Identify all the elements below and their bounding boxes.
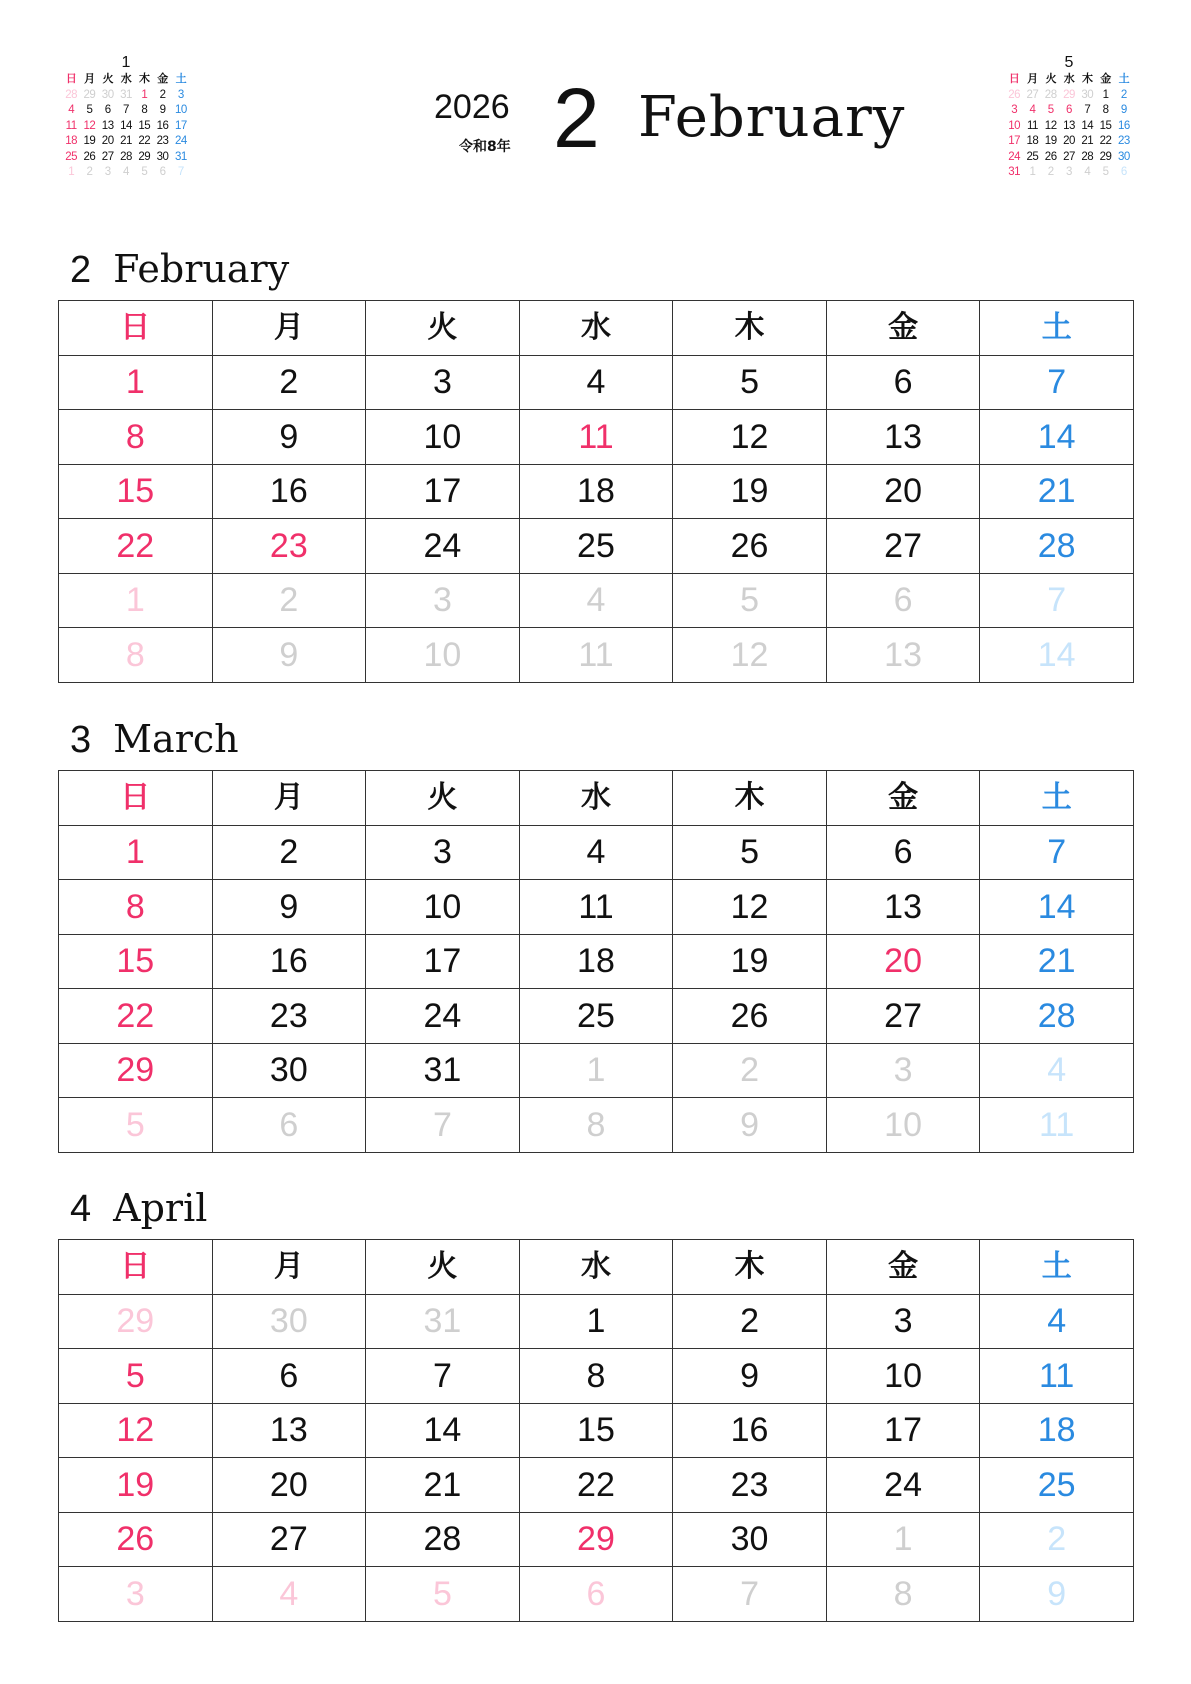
day-cell: 15 — [138, 119, 151, 132]
day-cell: 7 — [366, 1098, 520, 1153]
day-cell: 25 — [65, 150, 78, 163]
day-cell: 26 — [1044, 150, 1057, 163]
day-cell: 5 — [1102, 166, 1109, 178]
day-cell: 10 — [826, 1098, 980, 1153]
day-cell: 6 — [519, 1567, 673, 1622]
day-cell: 9 — [159, 104, 166, 116]
week-row — [59, 825, 1134, 880]
day-cell: 18 — [1026, 135, 1039, 147]
day-cell: 4 — [980, 1043, 1134, 1098]
day-cell: 4 — [123, 166, 129, 178]
day-cell: 23 — [156, 135, 169, 147]
day-cell: 21 — [1081, 135, 1094, 147]
day-cell: 5 — [59, 1098, 213, 1153]
day-cell: 1 — [59, 355, 213, 410]
weekday-label: 木 — [1082, 73, 1093, 85]
month-number: 4 — [70, 1188, 92, 1230]
weekday-label: 水 — [1063, 73, 1075, 85]
day-cell: 2 — [212, 825, 366, 880]
day-cell: 19 — [673, 464, 827, 519]
header-month-number: 2 — [553, 71, 600, 165]
week-row — [59, 519, 1134, 574]
weekday-label: 金 — [826, 771, 980, 826]
day-cell: 4 — [212, 1567, 366, 1622]
day-cell: 6 — [212, 1349, 366, 1404]
day-cell: 28 — [120, 150, 132, 163]
day-cell: 8 — [826, 1567, 980, 1622]
month-title — [58, 238, 1134, 300]
month-section-february — [58, 238, 1134, 683]
month-name: April — [113, 1186, 208, 1230]
day-cell: 3 — [826, 1294, 980, 1349]
day-cell: 30 — [101, 88, 114, 101]
month-grid — [58, 300, 1134, 683]
day-cell: 3 — [104, 166, 111, 178]
day-cell: 17 — [366, 464, 520, 519]
weekday-label: 火 — [366, 1240, 520, 1295]
day-cell: 1 — [68, 166, 75, 178]
day-cell: 29 — [1063, 88, 1075, 101]
week-row — [59, 1512, 1134, 1567]
day-cell: 4 — [519, 573, 673, 628]
day-cell: 30 — [156, 150, 169, 163]
day-cell: 10 — [1008, 119, 1021, 132]
day-cell: 11 — [65, 119, 77, 132]
day-cell: 9 — [212, 410, 366, 465]
day-cell: 10 — [366, 628, 520, 683]
header-era: 令和8年 — [459, 139, 511, 155]
day-cell: 9 — [212, 628, 366, 683]
day-cell: 4 — [519, 825, 673, 880]
month-name: February — [113, 247, 290, 291]
day-cell: 17 — [826, 1403, 980, 1458]
weekday-label: 日 — [65, 73, 77, 85]
day-cell: 28 — [1081, 150, 1094, 163]
day-cell: 16 — [1117, 119, 1130, 132]
day-cell: 20 — [826, 464, 980, 519]
week-row — [59, 934, 1134, 989]
weekday-label: 木 — [673, 1240, 827, 1295]
weekday-label: 日 — [1008, 73, 1020, 85]
day-cell: 22 — [1099, 135, 1112, 147]
day-cell: 4 — [1029, 104, 1036, 116]
day-cell: 10 — [826, 1349, 980, 1404]
day-cell: 20 — [212, 1458, 366, 1513]
day-cell: 23 — [673, 1458, 827, 1513]
weekday-header-row — [59, 1240, 1134, 1295]
weekday-label: 土 — [1118, 73, 1130, 85]
day-cell: 21 — [980, 464, 1134, 519]
day-cell: 6 — [1066, 104, 1072, 116]
day-cell: 13 — [212, 1403, 366, 1458]
day-cell: 7 — [673, 1567, 827, 1622]
day-cell: 12 — [59, 1403, 213, 1458]
weekday-header-row — [59, 771, 1134, 826]
day-cell: 22 — [59, 519, 213, 574]
day-cell: 5 — [86, 104, 93, 116]
day-cell: 27 — [826, 989, 980, 1044]
day-cell: 24 — [366, 989, 520, 1044]
day-cell: 25 — [519, 519, 673, 574]
day-cell: 11 — [519, 628, 673, 683]
day-cell: 10 — [174, 104, 187, 116]
day-cell: 8 — [59, 880, 213, 935]
day-cell: 31 — [120, 88, 132, 101]
day-cell: 7 — [980, 355, 1134, 410]
day-cell: 19 — [83, 135, 96, 147]
day-cell: 14 — [980, 880, 1134, 935]
day-cell: 3 — [59, 1567, 213, 1622]
day-cell: 6 — [1120, 166, 1127, 178]
day-cell: 14 — [980, 628, 1134, 683]
day-cell: 12 — [673, 880, 827, 935]
day-cell: 3 — [1011, 104, 1018, 116]
weekday-label: 月 — [84, 73, 95, 85]
day-cell: 14 — [1081, 119, 1094, 132]
month-number: 3 — [70, 719, 92, 761]
day-cell: 3 — [1066, 166, 1072, 178]
weekday-label: 日 — [59, 1240, 213, 1295]
day-cell: 1 — [59, 573, 213, 628]
day-cell: 6 — [212, 1098, 366, 1153]
week-row — [59, 355, 1134, 410]
weekday-label: 月 — [212, 771, 366, 826]
week-row — [59, 410, 1134, 465]
weekday-label: 金 — [1100, 73, 1111, 85]
weekday-label: 土 — [175, 73, 187, 85]
day-cell: 1 — [1102, 88, 1109, 101]
day-cell: 24 — [1008, 150, 1021, 163]
day-cell: 29 — [83, 88, 96, 101]
day-cell: 3 — [826, 1043, 980, 1098]
day-cell: 8 — [59, 410, 213, 465]
week-row — [59, 880, 1134, 935]
day-cell: 15 — [1099, 119, 1112, 132]
day-cell: 18 — [65, 135, 78, 147]
weekday-label: 月 — [212, 1240, 366, 1295]
week-row — [59, 1294, 1134, 1349]
day-cell: 30 — [212, 1294, 366, 1349]
day-cell: 14 — [366, 1403, 520, 1458]
day-cell: 30 — [673, 1512, 827, 1567]
day-cell: 30 — [1117, 150, 1130, 163]
day-cell: 13 — [1063, 119, 1075, 132]
day-cell: 29 — [59, 1294, 213, 1349]
day-cell: 21 — [120, 135, 132, 147]
week-row — [59, 989, 1134, 1044]
month-grid — [58, 770, 1134, 1153]
day-cell: 21 — [366, 1458, 520, 1513]
weekday-label: 土 — [980, 301, 1134, 356]
mini-calendar-title: 5 — [1064, 54, 1074, 71]
day-cell: 1 — [519, 1043, 673, 1098]
day-cell: 23 — [212, 989, 366, 1044]
day-cell: 28 — [65, 88, 78, 101]
weekday-label: 金 — [157, 73, 168, 85]
week-row — [59, 1043, 1134, 1098]
day-cell: 15 — [519, 1403, 673, 1458]
weekday-label: 水 — [519, 771, 673, 826]
day-cell: 28 — [1044, 88, 1057, 101]
day-cell: 3 — [366, 825, 520, 880]
weekday-label: 火 — [102, 73, 113, 85]
day-cell: 31 — [174, 150, 187, 163]
day-cell: 18 — [519, 464, 673, 519]
weekday-label: 水 — [519, 301, 673, 356]
day-cell: 26 — [83, 150, 96, 163]
day-cell: 6 — [826, 825, 980, 880]
week-row — [59, 628, 1134, 683]
day-cell: 27 — [826, 519, 980, 574]
week-row — [59, 1349, 1134, 1404]
week-row — [59, 1403, 1134, 1458]
day-cell: 6 — [104, 104, 111, 116]
day-cell: 8 — [141, 104, 148, 116]
day-cell: 7 — [177, 166, 184, 178]
month-number: 2 — [70, 249, 92, 291]
weekday-label: 水 — [120, 73, 132, 85]
day-cell: 11 — [519, 880, 673, 935]
day-cell: 10 — [366, 880, 520, 935]
day-cell: 11 — [980, 1349, 1134, 1404]
day-cell: 13 — [826, 628, 980, 683]
month-title — [58, 708, 1134, 770]
day-cell: 8 — [59, 628, 213, 683]
day-cell: 15 — [59, 464, 213, 519]
weekday-label: 土 — [980, 1240, 1134, 1295]
day-cell: 5 — [141, 166, 148, 178]
day-cell: 5 — [1047, 104, 1054, 116]
weekday-header-row — [59, 301, 1134, 356]
day-cell: 7 — [980, 573, 1134, 628]
weekday-label: 木 — [673, 771, 827, 826]
day-cell: 25 — [519, 989, 673, 1044]
day-cell: 28 — [980, 989, 1134, 1044]
weekday-label: 火 — [366, 301, 520, 356]
month-title — [58, 1177, 1134, 1239]
day-cell: 19 — [673, 934, 827, 989]
day-cell: 5 — [673, 573, 827, 628]
weekday-label: 木 — [673, 301, 827, 356]
day-cell: 4 — [1084, 166, 1091, 178]
month-section-march — [58, 708, 1134, 1153]
week-row — [59, 464, 1134, 519]
day-cell: 6 — [159, 166, 166, 178]
weekday-label: 月 — [1027, 73, 1038, 85]
day-cell: 30 — [1081, 88, 1094, 101]
day-cell: 28 — [980, 519, 1134, 574]
day-cell: 27 — [212, 1512, 366, 1567]
day-cell: 16 — [673, 1403, 827, 1458]
day-cell: 7 — [366, 1349, 520, 1404]
day-cell: 3 — [366, 355, 520, 410]
day-cell: 11 — [980, 1098, 1134, 1153]
day-cell: 26 — [673, 989, 827, 1044]
week-row — [59, 1458, 1134, 1513]
day-cell: 25 — [1026, 150, 1039, 163]
day-cell: 1 — [1029, 166, 1036, 178]
day-cell: 12 — [1044, 119, 1057, 132]
day-cell: 31 — [366, 1294, 520, 1349]
weekday-label: 水 — [519, 1240, 673, 1295]
week-row — [59, 1098, 1134, 1153]
day-cell: 1 — [141, 88, 148, 101]
day-cell: 5 — [673, 825, 827, 880]
day-cell: 9 — [1120, 104, 1127, 116]
day-cell: 23 — [212, 519, 366, 574]
day-cell: 27 — [1063, 150, 1075, 163]
day-cell: 24 — [174, 135, 187, 147]
day-cell: 13 — [826, 880, 980, 935]
day-cell: 7 — [1084, 104, 1091, 116]
week-row — [59, 573, 1134, 628]
day-cell: 27 — [1026, 88, 1039, 101]
day-cell: 19 — [1044, 135, 1057, 147]
day-cell: 28 — [366, 1512, 520, 1567]
day-cell: 6 — [826, 573, 980, 628]
day-cell: 8 — [519, 1098, 673, 1153]
day-cell: 3 — [366, 573, 520, 628]
day-cell: 22 — [519, 1458, 673, 1513]
weekday-label: 土 — [980, 771, 1134, 826]
week-row — [1005, 165, 1133, 181]
weekday-label: 金 — [826, 301, 980, 356]
header-year: 2026 — [434, 88, 510, 126]
day-cell: 25 — [980, 1458, 1134, 1513]
day-cell: 17 — [174, 119, 187, 132]
day-cell: 7 — [123, 104, 129, 116]
day-cell: 22 — [59, 989, 213, 1044]
week-row — [59, 1567, 1134, 1622]
day-cell: 13 — [826, 410, 980, 465]
day-cell: 8 — [1102, 104, 1109, 116]
day-cell: 16 — [212, 464, 366, 519]
day-cell: 9 — [212, 880, 366, 935]
day-cell: 21 — [980, 934, 1134, 989]
day-cell: 29 — [59, 1043, 213, 1098]
day-cell: 19 — [59, 1458, 213, 1513]
weekday-label: 日 — [59, 771, 213, 826]
day-cell: 14 — [980, 410, 1134, 465]
day-cell: 5 — [673, 355, 827, 410]
day-cell: 4 — [68, 104, 75, 116]
day-cell: 29 — [138, 150, 151, 163]
day-cell: 2 — [159, 88, 166, 101]
day-cell: 31 — [1008, 166, 1021, 178]
day-cell: 12 — [673, 410, 827, 465]
day-cell: 9 — [673, 1098, 827, 1153]
weekday-label: 日 — [59, 301, 213, 356]
day-cell: 29 — [1099, 150, 1112, 163]
page-header — [0, 71, 1191, 165]
day-cell: 31 — [366, 1043, 520, 1098]
week-row — [62, 165, 190, 181]
day-cell: 11 — [519, 410, 673, 465]
day-cell: 27 — [101, 150, 114, 163]
mini-calendar-title: 1 — [121, 54, 131, 71]
day-cell: 9 — [980, 1567, 1134, 1622]
header-month-name: February — [638, 85, 906, 150]
day-cell: 18 — [980, 1403, 1134, 1458]
day-cell: 8 — [519, 1349, 673, 1404]
day-cell: 17 — [1008, 135, 1021, 147]
day-cell: 2 — [980, 1512, 1134, 1567]
day-cell: 2 — [86, 166, 93, 178]
day-cell: 2 — [673, 1043, 827, 1098]
day-cell: 7 — [980, 825, 1134, 880]
day-cell: 13 — [101, 119, 114, 132]
weekday-label: 木 — [139, 73, 150, 85]
day-cell: 3 — [177, 88, 184, 101]
day-cell: 20 — [826, 934, 980, 989]
day-cell: 1 — [826, 1512, 980, 1567]
day-cell: 9 — [673, 1349, 827, 1404]
day-cell: 16 — [212, 934, 366, 989]
day-cell: 30 — [212, 1043, 366, 1098]
day-cell: 1 — [59, 825, 213, 880]
day-cell: 16 — [156, 119, 169, 132]
day-cell: 20 — [1063, 135, 1075, 147]
day-cell: 2 — [1047, 166, 1054, 178]
day-cell: 5 — [366, 1567, 520, 1622]
day-cell: 2 — [212, 573, 366, 628]
day-cell: 17 — [366, 934, 520, 989]
day-cell: 15 — [59, 934, 213, 989]
weekday-label: 火 — [1045, 73, 1056, 85]
day-cell: 10 — [366, 410, 520, 465]
day-cell: 20 — [101, 135, 114, 147]
weekday-label: 火 — [366, 771, 520, 826]
day-cell: 22 — [138, 135, 151, 147]
day-cell: 2 — [1120, 88, 1127, 101]
day-cell: 26 — [59, 1512, 213, 1567]
day-cell: 26 — [1008, 88, 1021, 101]
day-cell: 14 — [120, 119, 132, 132]
day-cell: 23 — [1117, 135, 1130, 147]
day-cell: 2 — [673, 1294, 827, 1349]
month-section-april — [58, 1177, 1134, 1622]
weekday-label: 金 — [826, 1240, 980, 1295]
day-cell: 5 — [59, 1349, 213, 1404]
month-name: March — [113, 717, 239, 761]
day-cell: 12 — [673, 628, 827, 683]
day-cell: 6 — [826, 355, 980, 410]
day-cell: 26 — [673, 519, 827, 574]
day-cell: 29 — [519, 1512, 673, 1567]
day-cell: 12 — [83, 119, 96, 132]
weekday-label: 月 — [212, 301, 366, 356]
day-cell: 2 — [212, 355, 366, 410]
day-cell: 4 — [519, 355, 673, 410]
day-cell: 4 — [980, 1294, 1134, 1349]
day-cell: 18 — [519, 934, 673, 989]
day-cell: 11 — [1026, 119, 1038, 132]
day-cell: 24 — [366, 519, 520, 574]
month-grid — [58, 1239, 1134, 1622]
day-cell: 1 — [519, 1294, 673, 1349]
day-cell: 24 — [826, 1458, 980, 1513]
